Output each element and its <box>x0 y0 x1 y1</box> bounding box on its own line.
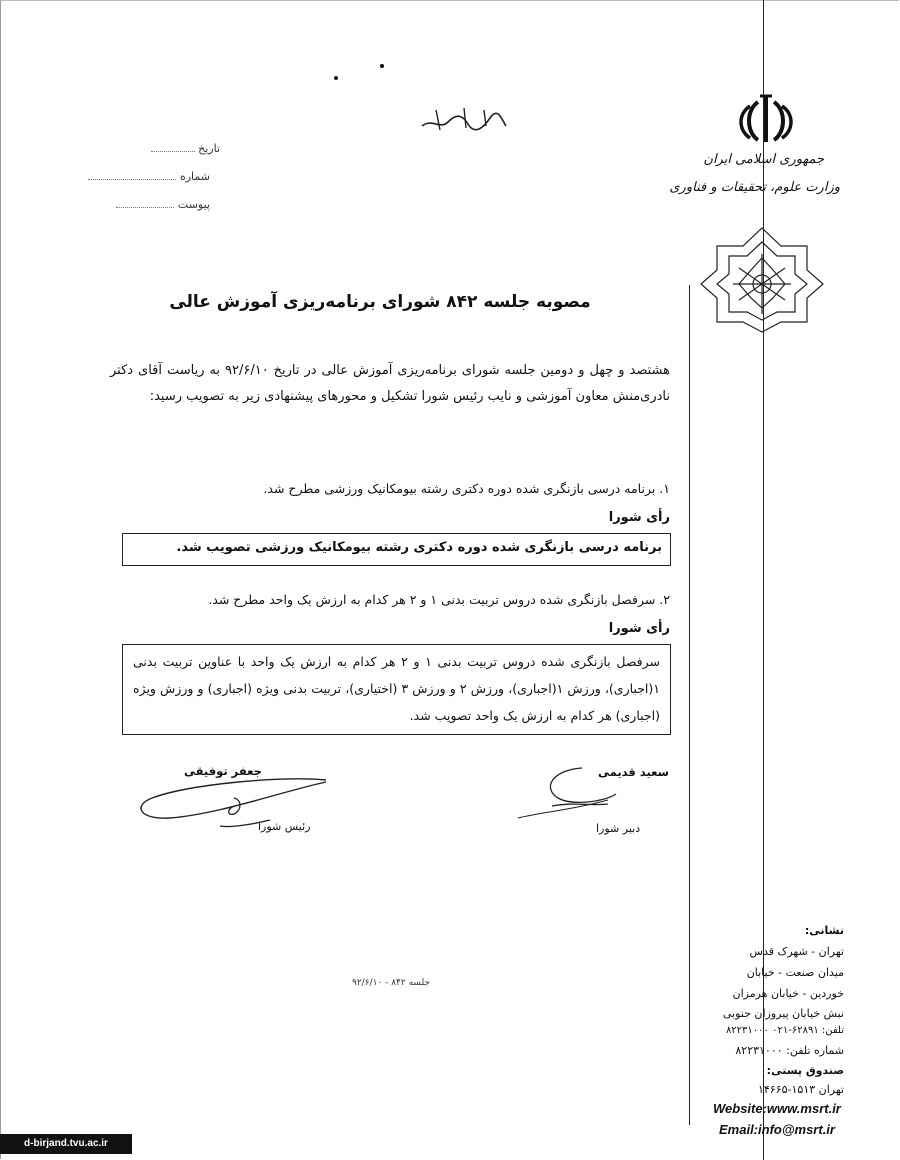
address-heading: نشانی: <box>804 924 844 937</box>
ministry-name: وزارت علوم، تحقیقات و فناوری <box>669 180 840 195</box>
vote-label-2: رأی شورا <box>608 621 670 636</box>
document-title: مصوبه جلسه ۸۴۲ شورای برنامه‌ریزی آموزش عالی <box>169 292 591 312</box>
address-line: خوردین - خیابان هرمزان <box>732 987 844 1000</box>
vote-label-1: رأی شورا <box>608 510 670 525</box>
date-field <box>120 142 220 155</box>
address-line: نبش خیابان پیروزان جنوبی <box>722 1007 844 1020</box>
attachment-label: پیوست <box>177 198 210 211</box>
address-line: صندوق پستی: <box>766 1064 844 1077</box>
intro-paragraph: هشتصد و چهل و دومین جلسه شورای برنامه‌ریزی آموزش عالی در تاریخ ۹۲/۶/۱۰ به ریاست آقای دکتر نادری‌منش معاون آموزشی و نایب رئیس شورا تشکیل و محورهای پیشنهادی زیر به تصویب رسید: <box>110 363 670 404</box>
signatory-right-role: دبیر شورا <box>596 822 641 835</box>
signature-right-icon <box>512 762 622 832</box>
source-watermark: d-birjand.tvu.ac.ir <box>0 1134 132 1154</box>
attachment-field <box>96 198 210 211</box>
iran-emblem-icon <box>736 92 796 148</box>
date-label: تاریخ <box>198 142 220 155</box>
address-line: میدان صنعت - خیابان <box>746 966 844 979</box>
agenda-item-1: ۱. برنامه درسی بازنگری شده دوره دکتری رشته بیومکانیک ورزشی مطرح شد. <box>263 481 670 496</box>
number-label: شماره <box>179 170 210 183</box>
scan-dot <box>380 64 384 68</box>
email-text: Email:info@msrt.ir <box>719 1122 835 1137</box>
ornament-pattern-icon <box>697 224 827 334</box>
agenda-item-2: ۲. سرفصل بازنگری شده دروس تربیت بدنی ۱ و ۲ هر کدام به ارزش یک واحد مطرح شد. <box>208 592 670 607</box>
address-line: تهران ۱۵۱۳-۱۴۶۶۵ <box>757 1083 844 1096</box>
signatory-left-role: رئیس شورا <box>258 820 311 833</box>
address-line: تهران - شهرک قدس <box>749 945 844 958</box>
margin-rule-right <box>763 0 764 1160</box>
address-line: شماره تلفن: ۸۲۲۳۱۰۰۰ <box>735 1044 844 1057</box>
bismillah <box>418 100 508 140</box>
decision-text-2: سرفصل بازنگری شده دروس تربیت بدنی ۱ و ۲ هر کدام به ارزش یک واحد با عناوین تربیت بدنی ۱(اجباری)، ورزش ۱(اجباری)، ورزش ۲ و ورزش ۳ (اختیاری)، تربیت بدنی ویژه (اجباری) و ورزش ویژه (اجباری) هر کدام به ارزش یک واحد تصویب شد. <box>133 654 661 723</box>
decision-text-1: برنامه درسی بازنگری شده دوره دکتری رشته بیومکانیک ورزشی تصویب شد. <box>176 540 662 555</box>
session-footer-note: جلسه ۸۴۲ - ۹۲/۶/۱۰ <box>352 978 430 988</box>
signatory-right-name: سعید قدیمی <box>598 765 669 779</box>
country-name: جمهوری اسلامی ایران <box>703 152 824 167</box>
scan-dot <box>334 76 338 80</box>
number-field <box>80 170 210 183</box>
decision-box-2 <box>122 644 671 735</box>
signatory-left-name: جعفر توفیقی <box>184 764 262 778</box>
decision-box-1 <box>122 533 671 566</box>
address-line: تلفن: ۶۲۸۹۱-۰۲۱ ۸۲۲۳۱۰۰۰ <box>725 1025 844 1036</box>
signature-left-icon <box>130 770 330 850</box>
website-text: Website:www.msrt.ir <box>713 1101 841 1116</box>
